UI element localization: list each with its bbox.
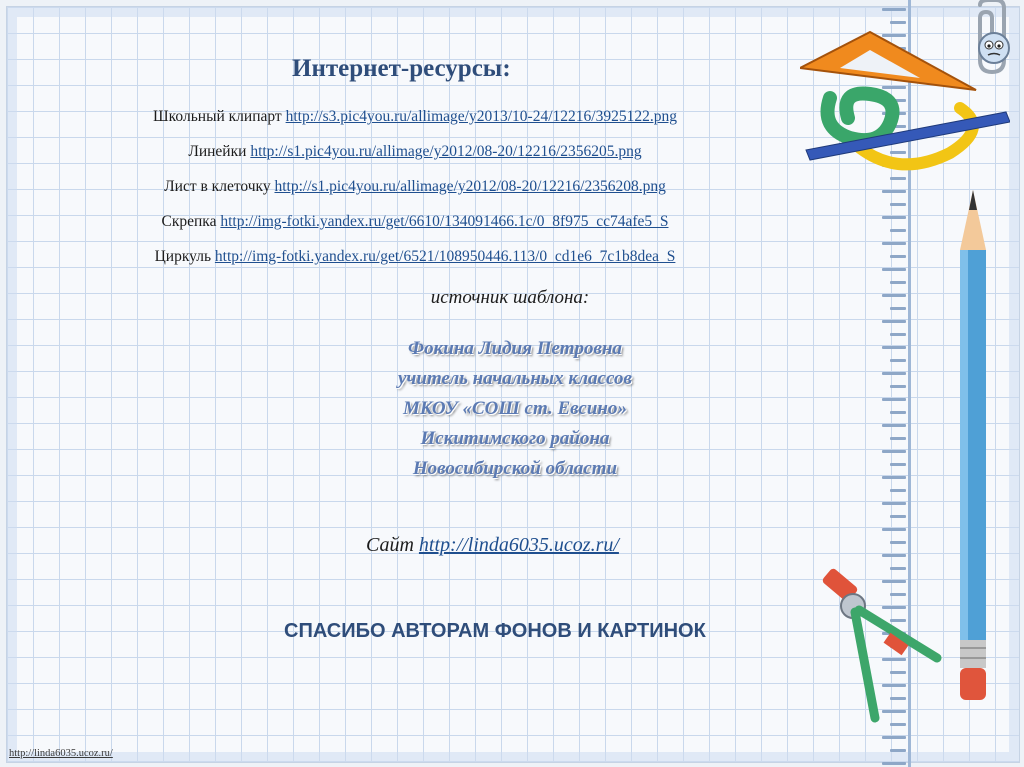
ruler-tick [890, 411, 906, 414]
ruler-tick [890, 749, 906, 752]
resource-label: Циркуль [154, 248, 212, 265]
resource-row [0, 178, 830, 196]
author-name: Фокина Лидия Петровна [407, 338, 623, 359]
ruler-tick [890, 307, 906, 310]
ruler-tick [890, 515, 906, 518]
ruler-tick [882, 8, 906, 11]
ruler-tick [882, 346, 906, 349]
resource-row [0, 108, 830, 126]
resource-label: Лист в клеточку [164, 178, 271, 195]
ruler-tick [882, 294, 906, 297]
author-school: МКОУ «СОШ ст. Евсино» [403, 398, 627, 419]
ruler-tick [890, 21, 906, 24]
ruler-tick [882, 320, 906, 323]
compass-icon [815, 568, 945, 728]
ruler-tick [890, 333, 906, 336]
ruler-tick [882, 190, 906, 193]
pencil-icon [948, 190, 998, 710]
ruler-tick [890, 489, 906, 492]
site-label: Сайт [366, 534, 414, 556]
ruler-tick [882, 502, 906, 505]
footer-link[interactable]: http://linda6035.ucoz.ru/ [9, 748, 113, 759]
ruler-tick [890, 437, 906, 440]
author-block [300, 334, 730, 484]
site-line [366, 534, 619, 557]
ruler-tick [890, 463, 906, 466]
author-position: учитель начальных классов [398, 368, 632, 389]
ruler-tick [882, 242, 906, 245]
resource-row [0, 143, 830, 161]
ruler-tick [882, 398, 906, 401]
ruler-tick [882, 528, 906, 531]
resource-row [0, 213, 830, 231]
resource-link[interactable]: http://s1.pic4you.ru/allimage/y2012/08-20/12216/2356208.png [274, 178, 666, 195]
ruler-tick [882, 268, 906, 271]
ruler-tick [882, 216, 906, 219]
resource-row [0, 248, 830, 266]
resource-link[interactable]: http://img-fotki.yandex.ru/get/6521/108950446.113/0_cd1e6_7c1b8dea_S [214, 248, 676, 265]
thanks-heading: СПАСИБО АВТОРАМ ФОНОВ И КАРТИНОК [284, 620, 706, 642]
author-district: Искитимского района [420, 428, 610, 449]
resource-label: Скрепка [161, 213, 217, 230]
author-region: Новосибирской области [412, 458, 618, 479]
ruler-tick [890, 281, 906, 284]
ruler-tick [882, 450, 906, 453]
site-link[interactable]: http://linda6035.ucoz.ru/ [418, 534, 619, 556]
resource-link[interactable]: http://s3.pic4you.ru/allimage/y2013/10-24/12216/3925122.png [285, 108, 677, 125]
ruler-tick [890, 229, 906, 232]
ruler-tick [890, 255, 906, 258]
ruler-tick [890, 359, 906, 362]
resource-label: Школьный клипарт [153, 108, 282, 125]
ruler-tick [890, 203, 906, 206]
ruler-tick [882, 476, 906, 479]
template-source-label: источник шаблона: [430, 287, 590, 308]
ruler-tick [890, 385, 906, 388]
drawing-tools-icon [800, 28, 1010, 188]
ruler-tick [882, 424, 906, 427]
resource-label: Линейки [188, 143, 247, 160]
ruler-tick [890, 541, 906, 544]
page-title: Интернет-ресурсы: [292, 55, 511, 82]
ruler-tick [882, 736, 906, 739]
resource-link[interactable]: http://s1.pic4you.ru/allimage/y2012/08-20/12216/2356205.png [250, 143, 642, 160]
ruler-tick [882, 372, 906, 375]
ruler-tick [882, 554, 906, 557]
ruler-tick [882, 762, 906, 765]
resource-link[interactable]: http://img-fotki.yandex.ru/get/6610/134091466.1c/0_8f975_cc74afe5_S [220, 213, 669, 230]
